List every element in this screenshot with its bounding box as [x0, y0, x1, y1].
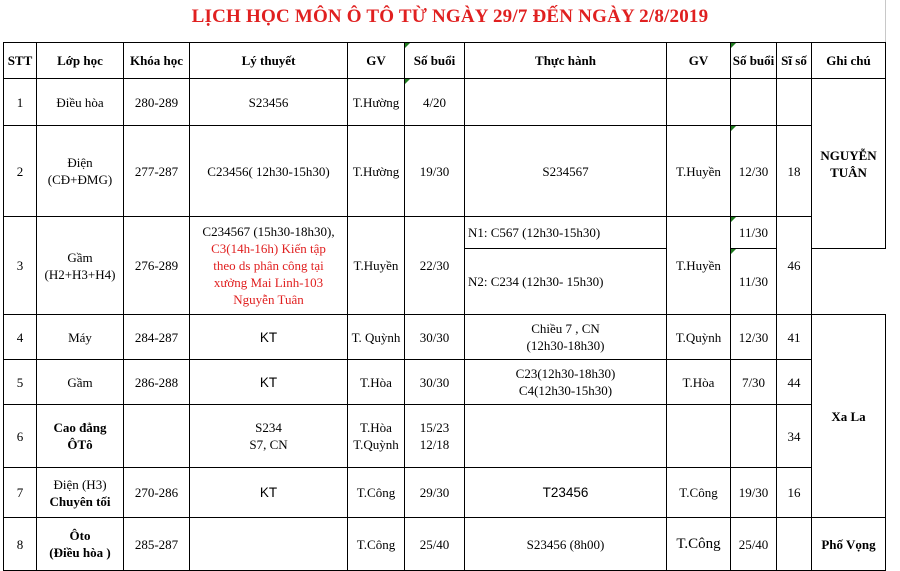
table-row: [4, 315, 886, 360]
class-name-line: Điện: [67, 155, 93, 170]
cell-lop-hoc: [37, 126, 124, 217]
cell-stt: 7: [4, 468, 37, 518]
cell-gv: T.Huyền: [348, 217, 405, 315]
cell-gv-th: T.Công: [667, 518, 731, 571]
table-row: [4, 360, 886, 405]
cell-khoa-hoc: 286-288: [124, 360, 190, 405]
teacher-line: T.Hòa: [360, 420, 392, 435]
cell-khoa-hoc: 280-289: [124, 79, 190, 126]
cell-so-buoi: 30/30: [405, 360, 465, 405]
theory-line: S234: [255, 420, 282, 435]
cell-gv-th: [667, 79, 731, 126]
cell-stt: 4: [4, 315, 37, 360]
cell-so-buoi: 19/30: [405, 126, 465, 217]
note-line: TUÂN: [830, 164, 867, 180]
cell-khoa-hoc: 270-286: [124, 468, 190, 518]
cell-thuc-hanh: [465, 79, 667, 126]
session-line: 12/18: [419, 437, 450, 452]
table-row: [4, 79, 886, 126]
cell-si-so: 18: [777, 126, 812, 217]
note-line: NGUYỄN: [820, 147, 877, 163]
cell-stt: 1: [4, 79, 37, 126]
class-name-line: (H2+H3+H4): [44, 266, 116, 282]
theory-note-line: Nguyễn Tuân: [233, 292, 304, 307]
cell-khoa-hoc: 284-287: [124, 315, 190, 360]
table-row: [4, 468, 886, 518]
cell-gv-th: T.Quỳnh: [667, 315, 731, 360]
cell-khoa-hoc: 277-287: [124, 126, 190, 217]
cell-gv: T.Hường: [348, 126, 405, 217]
class-name-line: (CĐ+ĐMG): [47, 172, 113, 187]
class-name-line: Cao đẳng: [53, 420, 107, 435]
col-header-gv: GV: [348, 43, 405, 79]
table-row: [4, 126, 886, 217]
cell-lop-hoc: [37, 405, 124, 468]
cell-gv: T.Hòa: [348, 360, 405, 405]
practice-line: C4(12h30-15h30): [518, 383, 613, 398]
practice-line: Chiều 7 , CN: [531, 321, 600, 336]
practice-line: (12h30-18h30): [526, 338, 605, 353]
cell-si-so: 34: [777, 405, 812, 468]
cell-so-buoi: 25/40: [405, 518, 465, 571]
class-name-line: ÔTô: [67, 437, 93, 452]
theory-note-line: theo ds phân công tại: [213, 258, 324, 273]
cell-ly-thuyet: C23456( 12h30-15h30): [190, 126, 348, 217]
col-header-ghi-chu: Ghi chú: [812, 43, 886, 79]
cell-lop-hoc: Điều hòa: [37, 79, 124, 126]
cell-so-buoi-th: 12/30: [731, 315, 777, 360]
cell-so-buoi: 22/30: [405, 217, 465, 315]
col-header-ly-thuyet: Lý thuyết: [190, 43, 348, 79]
cell-ly-thuyet: KT: [190, 360, 348, 405]
col-header-so-buoi: Số buổi: [405, 43, 465, 79]
schedule-table: [3, 42, 886, 571]
cell-lop-hoc: [37, 217, 124, 315]
cell-so-buoi-th: 7/30: [731, 360, 777, 405]
cell-so-buoi-th: [731, 79, 777, 126]
theory-note-line: xưởng Mai Linh-103: [213, 275, 324, 290]
cell-gv-th: [667, 405, 731, 468]
cell-gv: T.Công: [348, 518, 405, 571]
cell-thuc-hanh-n2: N2: C234 (12h30- 15h30): [465, 249, 667, 315]
class-name-line: (Điều hòa ): [49, 545, 111, 560]
cell-so-buoi-th-n1: 11/30: [731, 217, 777, 249]
session-line: 15/23: [419, 420, 450, 435]
header-row: [4, 43, 886, 79]
cell-ghi-chu-xa-la: Xa La: [812, 315, 886, 518]
theory-line: C234567 (15h30-18h30),: [202, 224, 335, 239]
cell-so-buoi-th: 25/40: [731, 518, 777, 571]
cell-gv: [348, 405, 405, 468]
cell-khoa-hoc: [124, 405, 190, 468]
cell-si-so: 44: [777, 360, 812, 405]
cell-so-buoi-th: 12/30: [731, 126, 777, 217]
cell-si-so: 41: [777, 315, 812, 360]
cell-thuc-hanh-n1: N1: C567 (12h30-15h30): [465, 217, 667, 249]
cell-gv-th: T.Công: [667, 468, 731, 518]
cell-lop-hoc: Máy: [37, 315, 124, 360]
cell-si-so: 16: [777, 468, 812, 518]
cell-si-so: [777, 518, 812, 571]
teacher-line: T.Quỳnh: [353, 437, 399, 452]
cell-stt: 8: [4, 518, 37, 571]
col-header-lop-hoc: Lớp học: [37, 43, 124, 79]
cell-gv: T.Hường: [348, 79, 405, 126]
cell-gv-th: T.Huyền: [667, 217, 731, 315]
cell-so-buoi-th-n2: 11/30: [731, 249, 777, 315]
cell-ghi-chu-pho-vong: Phố Vọng: [812, 518, 886, 571]
cell-ly-thuyet: KT: [190, 315, 348, 360]
col-header-so-buoi-th: Số buổi: [731, 43, 777, 79]
cell-so-buoi: 29/30: [405, 468, 465, 518]
cell-thuc-hanh: T23456: [465, 468, 667, 518]
table-row: [4, 518, 886, 571]
cell-so-buoi-th: 19/30: [731, 468, 777, 518]
cell-ly-thuyet: [190, 518, 348, 571]
class-name-line: Điện (H3): [53, 476, 107, 492]
cell-thuc-hanh: S234567: [465, 126, 667, 217]
cell-lop-hoc: [37, 468, 124, 518]
cell-thuc-hanh: [465, 315, 667, 360]
cell-so-buoi: [405, 405, 465, 468]
cell-stt: 3: [4, 217, 37, 315]
col-header-gv-th: GV: [667, 43, 731, 79]
cell-stt: 5: [4, 360, 37, 405]
cell-so-buoi: 30/30: [405, 315, 465, 360]
gridline: [885, 0, 886, 42]
cell-khoa-hoc: 285-287: [124, 518, 190, 571]
cell-khoa-hoc: 276-289: [124, 217, 190, 315]
cell-thuc-hanh: [465, 360, 667, 405]
cell-si-so: 46: [777, 217, 812, 315]
practice-line: C23(12h30-18h30): [515, 366, 616, 381]
cell-stt: 6: [4, 405, 37, 468]
cell-thuc-hanh: [465, 405, 667, 468]
cell-gv-th: T.Hòa: [667, 360, 731, 405]
cell-gv: T. Quỳnh: [348, 315, 405, 360]
cell-ly-thuyet: S23456: [190, 79, 348, 126]
cell-lop-hoc: [37, 518, 124, 571]
cell-stt: 2: [4, 126, 37, 217]
cell-ly-thuyet: KT: [190, 468, 348, 518]
theory-note-line: C3(14h-16h) Kiến tập: [211, 241, 326, 256]
cell-lop-hoc: Gầm: [37, 360, 124, 405]
cell-gv: T.Công: [348, 468, 405, 518]
page-title: LỊCH HỌC MÔN Ô TÔ TỪ NGÀY 29/7 ĐẾN NGÀY 2/8/2019: [191, 6, 709, 27]
col-header-si-so: Sĩ số: [777, 43, 812, 79]
cell-ly-thuyet: [190, 217, 348, 315]
col-header-stt: STT: [4, 43, 37, 79]
class-name-line: Gầm: [67, 249, 93, 265]
class-name-line: Chuyên tối: [49, 493, 111, 509]
table-row: [4, 405, 886, 468]
cell-thuc-hanh: S23456 (8h00): [465, 518, 667, 571]
cell-ly-thuyet: [190, 405, 348, 468]
cell-so-buoi: 4/20: [405, 79, 465, 126]
class-name-line: Ôto: [69, 528, 91, 543]
cell-si-so: [777, 79, 812, 126]
col-header-thuc-hanh: Thực hành: [465, 43, 667, 79]
theory-line: S7, CN: [249, 437, 288, 452]
table-row: [4, 217, 886, 249]
cell-so-buoi-th: [731, 405, 777, 468]
col-header-khoa-hoc: Khóa học: [124, 43, 190, 79]
cell-gv-th: T.Huyền: [667, 126, 731, 217]
cell-ghi-chu-nguyen-tuan: [812, 79, 886, 249]
